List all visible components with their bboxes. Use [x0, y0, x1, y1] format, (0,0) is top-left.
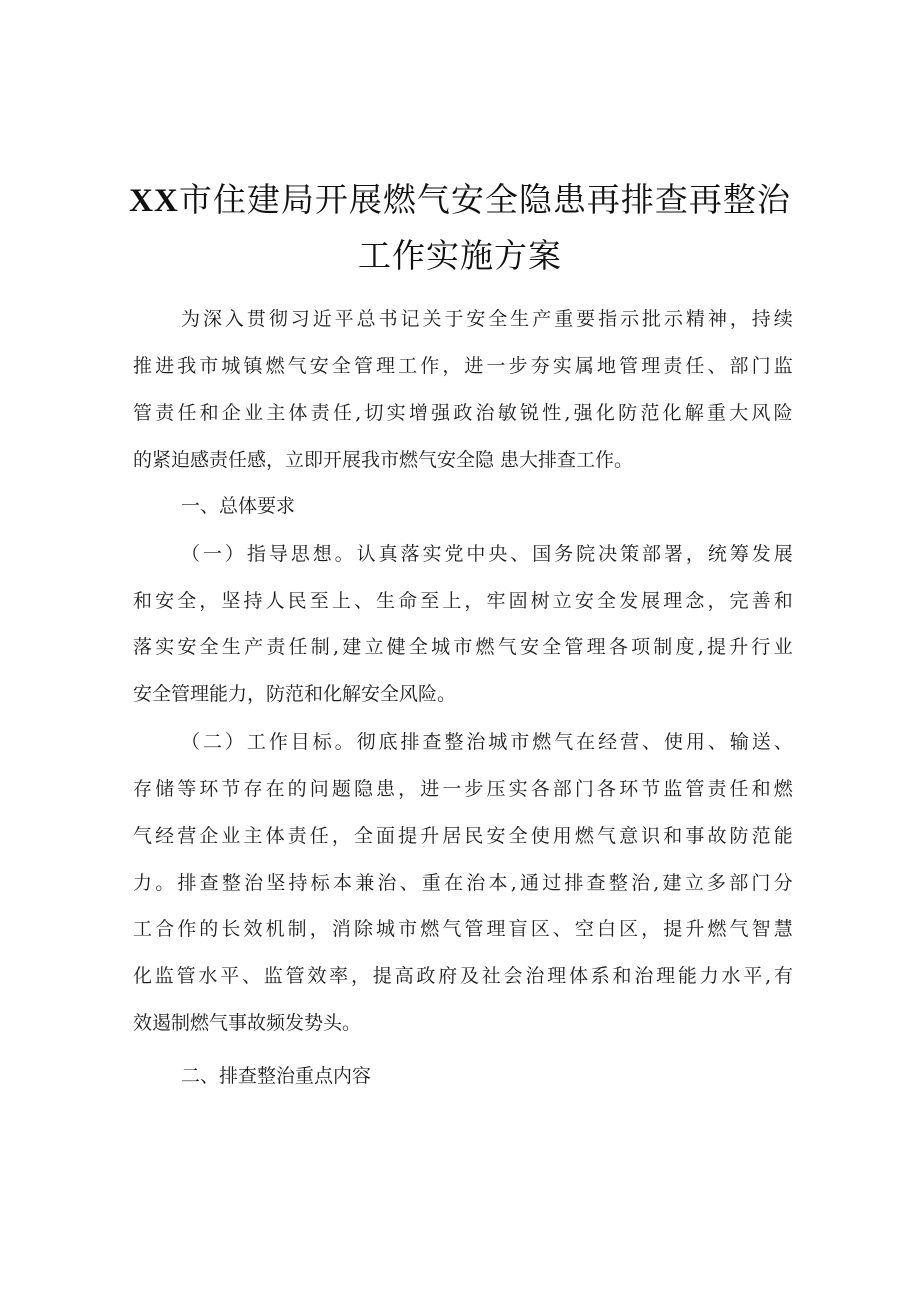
- title-prefix: XX: [129, 183, 179, 219]
- item2-line-1: （ 二 ） 工 作 目 标 。 彻 底 排 查 整 治 城 市 燃 气 在 经 营 、 使 用 、 输 送 、: [181, 731, 793, 753]
- section2-heading: 二、排查整治重点内容: [181, 1065, 372, 1087]
- item2-line-5: 工 合 作 的 长 效 机 制 ， 消 除 城 市 燃 气 管 理 盲 区 、 空 白 区 ， 提 升 燃 气 智 慧: [133, 918, 793, 940]
- document-title-line-2: 工作实施方案: [358, 236, 562, 275]
- item1-line-4: 安全管理能力，防范和化解安全风险。: [133, 683, 457, 705]
- section1-heading: 一、总体要求: [181, 495, 296, 517]
- item1-line-2: 和 安 全 ， 坚 持 人 民 至 上 、 生 命 至 上 ， 牢 固 树 立 安 全 发 展 理 念 ， 完 善 和: [133, 590, 793, 612]
- intro-line-2: 推 进 我 市 城 镇 燃 气 安 全 管 理 工 作 ， 进 一 步 夯 实 属 地 管 理 责 任 、 部 门 监: [133, 355, 793, 377]
- item2-line-2: 存 储 等 环 节 存 在 的 问 题 隐 患 ， 进 一 步 压 实 各 部 门 各 环 节 监 管 责 任 和 燃: [133, 778, 793, 800]
- item1-line-3: 落 实 安 全 生 产 责 任 制 , 建 立 健 全 城 市 燃 气 安 全 管 理 各 项 制 度 , 提 升 行 业: [133, 636, 793, 658]
- item2-line-7: 效遏制燃气事故频发势头。: [133, 1012, 362, 1034]
- item2-line-6: 化 监 管 水 平 、 监 管 效 率 ， 提 高 政 府 及 社 会 治 理 体 系 和 治 理 能 力 水 平 , 有: [133, 965, 793, 987]
- item1-line-1: （ 一 ） 指 导 思 想 。 认 真 落 实 党 中 央 、 国 务 院 决 策 部 署 ， 统 筹 发 展: [181, 543, 793, 565]
- item2-line-4: 力 。 排 查 整 治 坚 持 标 本 兼 治 、 重 在 治 本 , 通 过 排 查 整 治 , 建 立 多 部 门 分: [133, 872, 793, 894]
- document-title-line-1: [0, 174, 920, 221]
- title-main: 市住建局开展燃气安全隐患再排查再整治: [178, 180, 791, 219]
- intro-line-3: 管 责 任 和 企 业 主 体 责 任 , 切 实 增 强 政 治 敏 锐 性 , 强 化 防 范 化 解 重 大 风 险: [133, 402, 793, 424]
- intro-line-4: 的紧迫感责任感，立即开展我市燃气安全隐 患大排查工作。: [133, 449, 634, 471]
- item2-line-3: 气 经 营 企 业 主 体 责 任 ， 全 面 提 升 居 民 安 全 使 用 燃 气 意 识 和 事 故 防 范 能: [133, 825, 793, 847]
- intro-line-1: 为 深 入 贯 彻 习 近 平 总 书 记 关 于 安 全 生 产 重 要 指 示 批 示 精 神 ， 持 续: [181, 308, 793, 330]
